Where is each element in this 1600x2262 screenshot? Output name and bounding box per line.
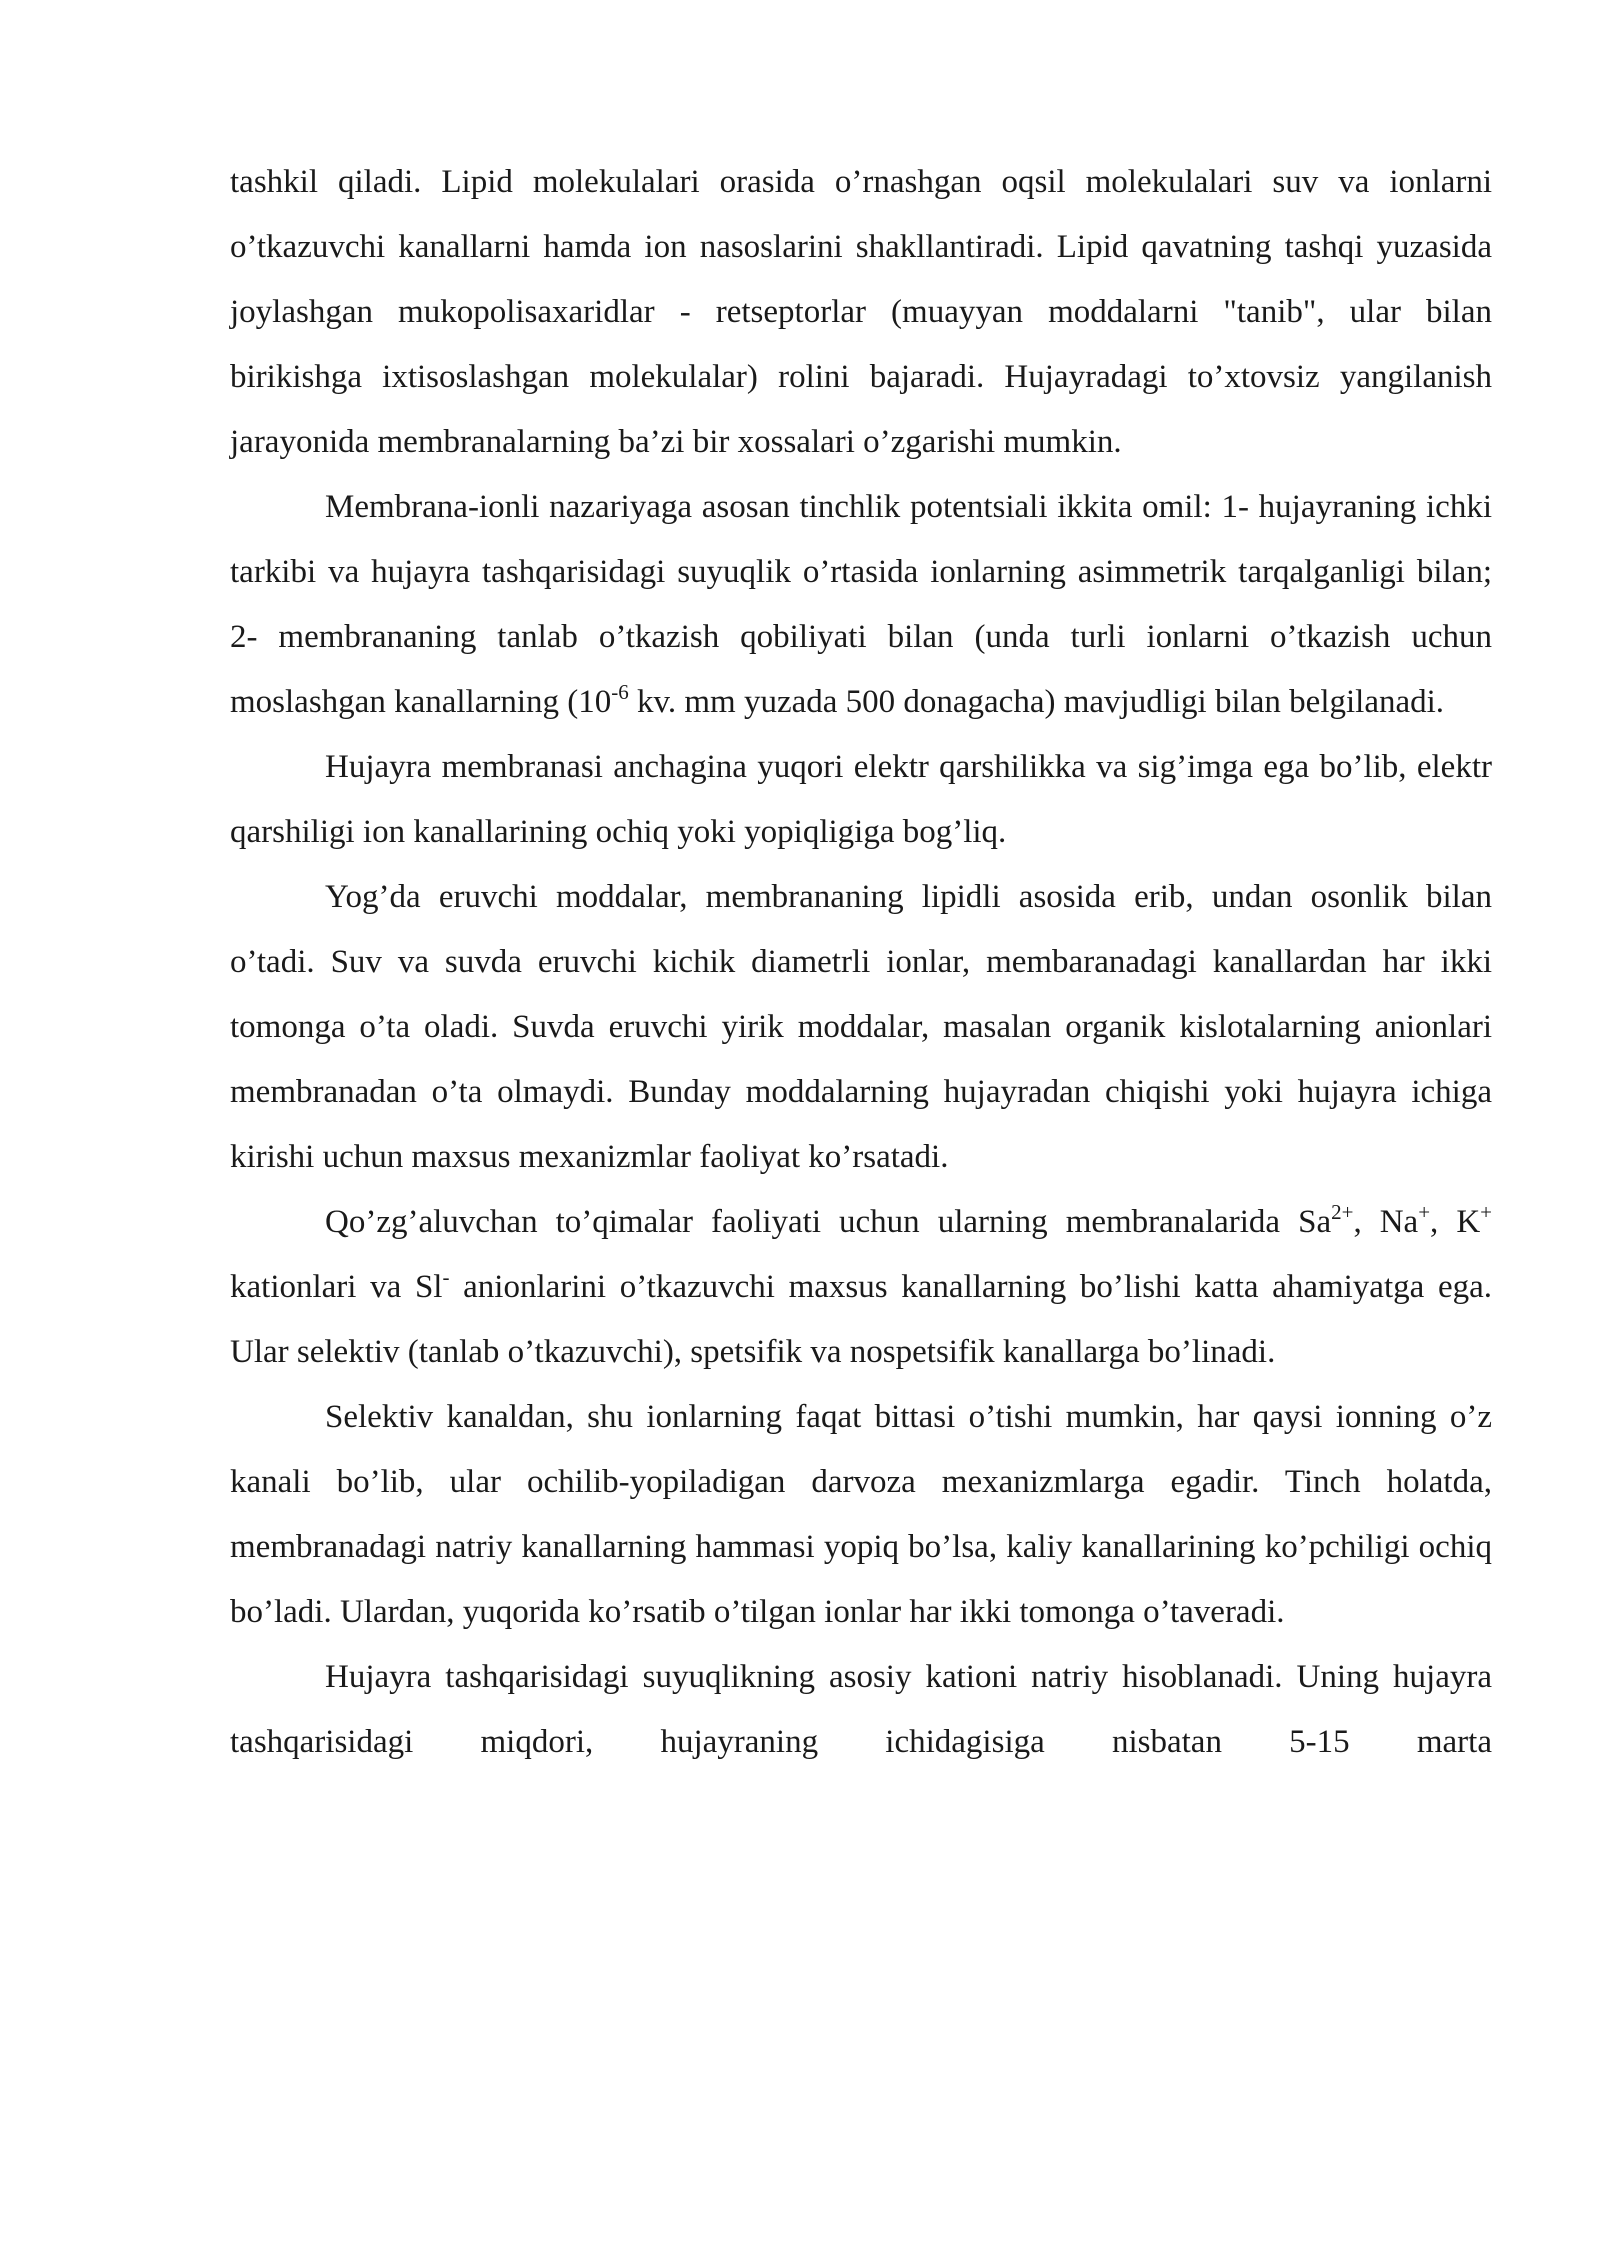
paragraph-6 bbox=[230, 1385, 1492, 1645]
text-run: kv. mm yuzada 500 donagacha) mavjudligi bilan belgilanadi. bbox=[628, 684, 1445, 720]
paragraph-3 bbox=[230, 735, 1492, 865]
text-run: Qo’zg’aluvchan to’qimalar faoliyati uchun ularning membranalarida Sa bbox=[325, 1204, 1332, 1240]
text-run: anionlarini o’tkazuvchi maxsus kanallarning bo’lishi katta ahamiyatga ega. Ular selektiv (tanlab o’tkazuvchi), spetsifik va nospetsifik kanallarga bo’linadi. bbox=[230, 1269, 1492, 1370]
text-run: Hujayra membranasi anchagina yuqori elektr qarshilikka va sig’imga ega bo’lib, elektr qarshiligi ion kanallarining ochiq yoki yopiqligiga bog’liq. bbox=[230, 749, 1492, 850]
paragraph-7 bbox=[230, 1645, 1492, 1775]
paragraph-2 bbox=[230, 475, 1492, 735]
text-run: tashkil qiladi. Lipid molekulalari orasida o’rnashgan oqsil molekulalari suv va ionlarni o’tkazuvchi kanallarni hamda ion nasoslarini shakllantiradi. Lipid qavatning tashqi yuzasida joylashgan mukopolisaxaridlar - retseptorlar (muayyan moddalarni "tanib", ular bilan birikishga ixtisoslashgan molekulalar) rolini bajaradi. Hujayradagi to’xtovsiz yangilanish jarayonida membranalarning ba’zi bir xossalari o’zgarishi mumkin. bbox=[230, 164, 1492, 460]
text-run: Hujayra tashqarisidagi suyuqlikning asosiy kationi natriy hisoblanadi. Uning hujayra tashqarisidagi miqdori, hujayraning ichidagisiga nisbatan 5-15 marta bbox=[230, 1659, 1492, 1760]
paragraph-5 bbox=[230, 1190, 1492, 1385]
paragraph-4 bbox=[230, 865, 1492, 1190]
superscript: + bbox=[1418, 1200, 1431, 1224]
document-page bbox=[230, 150, 1492, 1775]
superscript: 2+ bbox=[1331, 1200, 1354, 1224]
superscript: + bbox=[1480, 1200, 1492, 1224]
text-run: Selektiv kanaldan, shu ionlarning faqat bittasi o’tishi mumkin, har qaysi ionning o’z kanali bo’lib, ular ochilib-yopiladigan darvoza mexanizmlarga egadir. Tinch holatda, membranadagi natriy kanallarning hammasi yopiq bo’lsa, kaliy kanallarining ko’pchiligi ochiq bo’ladi. Ulardan, yuqorida ko’rsatib o’tilgan ionlar har ikki tomonga o’taveradi. bbox=[230, 1399, 1492, 1630]
text-run: Membrana-ionli nazariyaga asosan tinchlik potentsiali ikkita omil: 1- hujayraning ichki tarkibi va hujayra tashqarisidagi suyuqlik o’rtasida ionlarning asimmetrik tarqalganligi bilan; 2- membrananing tanlab o’tkazish qobiliyati bilan (unda turli ionlarni o’tkazish uchun moslashgan kanallarning (10 bbox=[230, 489, 1492, 720]
text-run: kationlari va Sl bbox=[230, 1269, 443, 1305]
paragraph-1 bbox=[230, 150, 1492, 475]
superscript: -6 bbox=[611, 680, 629, 704]
superscript: - bbox=[442, 1265, 450, 1289]
text-run: Yog’da eruvchi moddalar, membrananing lipidli asosida erib, undan osonlik bilan o’tadi. Suv va suvda eruvchi kichik diametrli ionlar, membaranadagi kanallardan har ikki tomonga o’ta oladi. Suvda eruvchi yirik moddalar, masalan organik kislotalarning anionlari membranadan o’ta olmaydi. Bunday moddalarning hujayradan chiqishi yoki hujayra ichiga kirishi uchun maxsus mexanizmlar faoliyat ko’rsatadi. bbox=[230, 879, 1492, 1175]
text-run: , K bbox=[1430, 1204, 1481, 1240]
text-run: , Na bbox=[1353, 1204, 1419, 1240]
